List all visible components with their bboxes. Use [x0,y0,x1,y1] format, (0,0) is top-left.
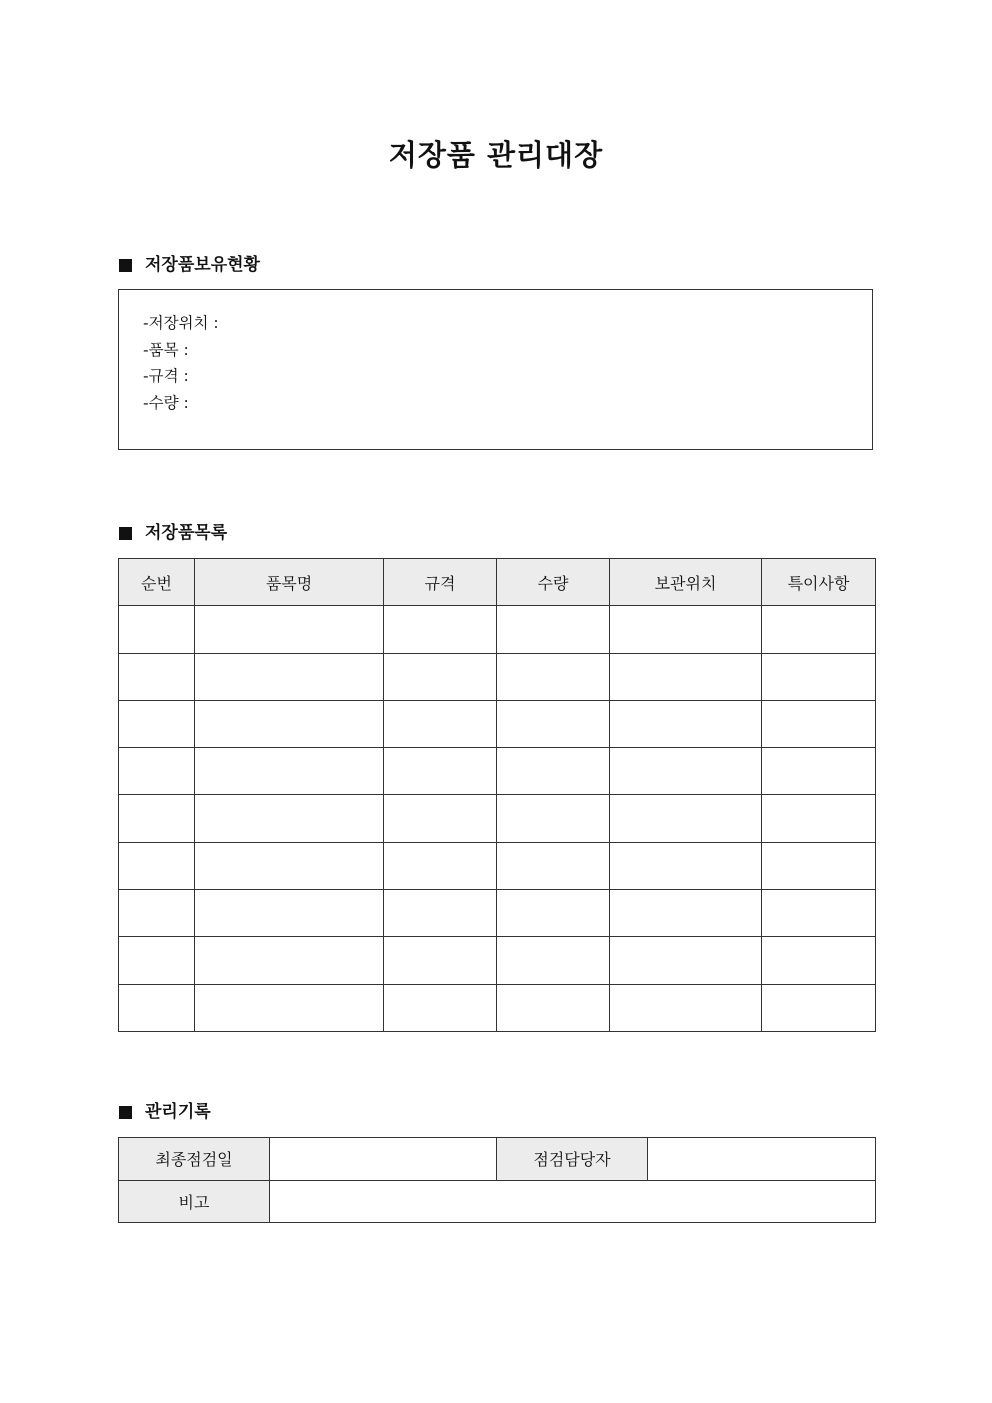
notes-cell[interactable] [762,606,876,653]
info-line-quantity: -수량 : [143,393,189,412]
item-name-cell[interactable] [195,984,384,1031]
table-row [119,937,876,984]
item-name-cell[interactable] [195,937,384,984]
info-line-item: -품목 : [143,340,189,359]
section-heading-holdings-label: 저장품보유현황 [145,255,260,275]
column-header-item-name: 품목명 [195,559,384,606]
quantity-cell[interactable] [497,842,610,889]
notes-cell[interactable] [762,984,876,1031]
seq-cell[interactable] [119,937,195,984]
table-header-row [119,559,876,606]
section-heading-record-label: 관리기록 [145,1102,211,1122]
spec-cell[interactable] [384,937,497,984]
spec-cell[interactable] [384,795,497,842]
spec-cell[interactable] [384,700,497,747]
table-row [119,700,876,747]
table-row [119,795,876,842]
management-record-table [118,1137,876,1223]
notes-cell[interactable] [762,748,876,795]
item-name-cell[interactable] [195,748,384,795]
quantity-cell[interactable] [497,937,610,984]
notes-cell[interactable] [762,653,876,700]
seq-cell[interactable] [119,748,195,795]
notes-cell[interactable] [762,937,876,984]
column-header-quantity: 수량 [497,559,610,606]
notes-cell[interactable] [762,795,876,842]
section-heading-list-label: 저장품목록 [145,523,228,543]
table-row [119,984,876,1031]
quantity-cell[interactable] [497,984,610,1031]
item-name-cell[interactable] [195,795,384,842]
notes-cell[interactable] [762,842,876,889]
quantity-cell[interactable] [497,700,610,747]
remarks-label: 비고 [119,1180,270,1223]
storage-location-cell[interactable] [610,842,762,889]
table-row [119,890,876,937]
storage-location-cell[interactable] [610,700,762,747]
table-row [119,653,876,700]
seq-cell[interactable] [119,842,195,889]
section-heading-list [119,522,227,544]
quantity-cell[interactable] [497,653,610,700]
item-name-cell[interactable] [195,890,384,937]
seq-cell[interactable] [119,890,195,937]
info-line-spec: -규격 : [143,367,189,385]
table-row [119,748,876,795]
notes-cell[interactable] [762,890,876,937]
storage-location-cell[interactable] [610,890,762,937]
quantity-cell[interactable] [497,606,610,653]
notes-cell[interactable] [762,700,876,747]
storage-location-cell[interactable] [610,937,762,984]
holdings-info-box [118,289,873,450]
quantity-cell[interactable] [497,795,610,842]
column-header-notes: 특이사항 [762,559,876,606]
seq-cell[interactable] [119,606,195,653]
item-name-cell[interactable] [195,653,384,700]
quantity-cell[interactable] [497,748,610,795]
spec-cell[interactable] [384,606,497,653]
table-row [119,1180,876,1223]
square-bullet-icon [119,1106,132,1119]
storage-location-cell[interactable] [610,653,762,700]
spec-cell[interactable] [384,842,497,889]
square-bullet-icon [119,527,132,540]
item-name-cell[interactable] [195,842,384,889]
spec-cell[interactable] [384,984,497,1031]
section-heading-holdings [119,254,260,276]
seq-cell[interactable] [119,653,195,700]
last-inspection-field[interactable] [270,1138,497,1181]
last-inspection-label: 최종점검일 [119,1138,270,1181]
inspector-field[interactable] [648,1138,876,1181]
column-header-seq: 순번 [119,559,195,606]
table-row [119,842,876,889]
column-header-spec: 규격 [384,559,497,606]
storage-location-cell[interactable] [610,606,762,653]
quantity-cell[interactable] [497,890,610,937]
item-name-cell[interactable] [195,700,384,747]
storage-location-cell[interactable] [610,795,762,842]
column-header-storage-location: 보관위치 [610,559,762,606]
stock-list-table [118,558,876,1032]
storage-location-cell[interactable] [610,984,762,1031]
document-title: 저장품 관리대장 [388,138,604,172]
item-name-cell[interactable] [195,606,384,653]
table-row [119,1138,876,1181]
remarks-field[interactable] [270,1180,876,1223]
inspector-label: 점검담당자 [497,1138,648,1181]
storage-location-cell[interactable] [610,748,762,795]
section-heading-record [119,1101,211,1123]
square-bullet-icon [119,259,132,272]
spec-cell[interactable] [384,890,497,937]
seq-cell[interactable] [119,795,195,842]
table-row [119,606,876,653]
info-line-location: -저장위치 : [143,314,219,332]
seq-cell[interactable] [119,984,195,1031]
spec-cell[interactable] [384,653,497,700]
seq-cell[interactable] [119,700,195,747]
spec-cell[interactable] [384,748,497,795]
